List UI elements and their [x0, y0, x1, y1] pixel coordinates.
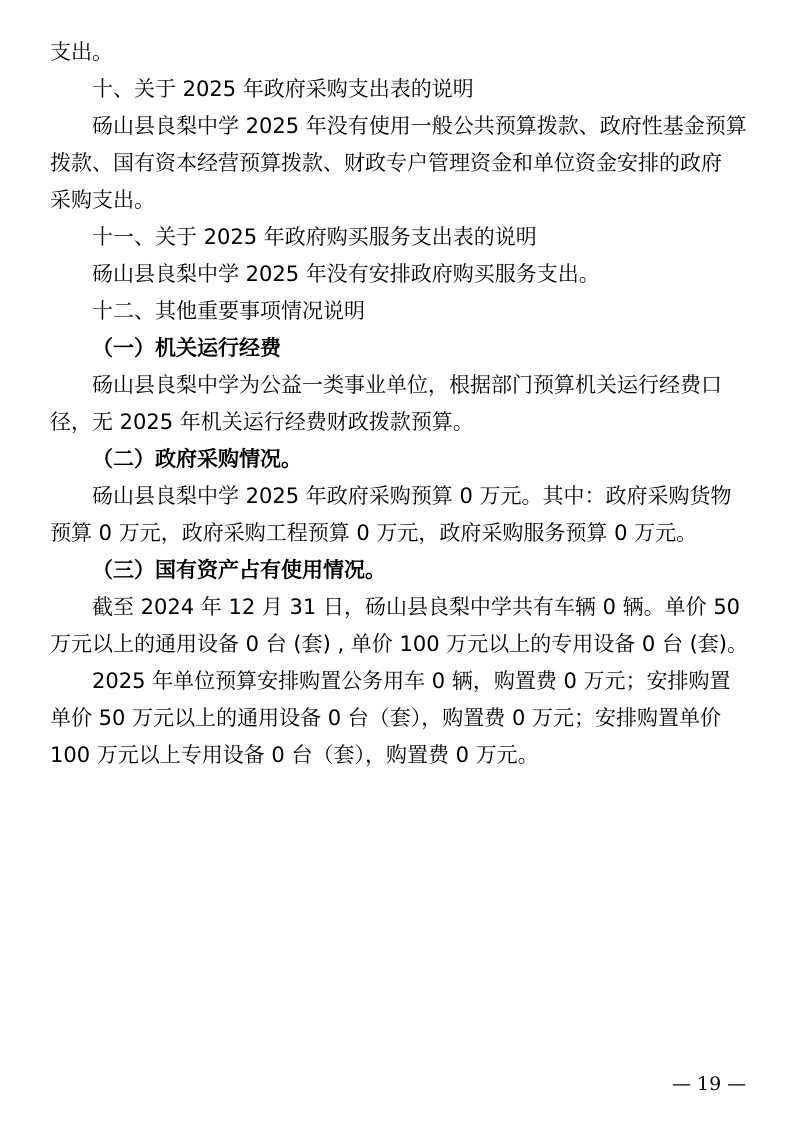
text-line: 预算 0 万元，政府采购工程预算 0 万元，政府采购服务预算 0 万元。	[50, 521, 698, 545]
section-heading-10: 十、关于 2025 年政府采购支出表的说明	[92, 77, 474, 101]
text-line: 支出。	[50, 40, 113, 64]
subheading-3: （三）国有资产占有使用情况。	[92, 558, 386, 582]
subheading-2: （二）政府采购情况。	[92, 447, 302, 471]
text-line: 拨款、国有资本经营预算拨款、财政专户管理资金和单位资金安排的政府	[50, 151, 722, 175]
text-line: 采购支出。	[50, 188, 155, 212]
section-heading-11: 十一、关于 2025 年政府购买服务支出表的说明	[92, 225, 537, 249]
text-line: 万元以上的通用设备 0 台 (套) , 单价 100 万元以上的专用设备 0 台 (套)。	[50, 632, 749, 656]
subheading-1: （一）机关运行经费	[92, 336, 281, 360]
text-line: 砀山县良梨中学 2025 年没有使用一般公共预算拨款、政府性基金预算	[92, 114, 747, 138]
text-line: 单价 50 万元以上的通用设备 0 台（套），购置费 0 万元；安排购置单价	[50, 706, 721, 730]
text-line: 2025 年单位预算安排购置公务用车 0 辆，购置费 0 万元；安排购置	[92, 669, 731, 693]
text-line: 径，无 2025 年机关运行经费财政拨款预算。	[50, 410, 474, 434]
text-line: 砀山县良梨中学 2025 年没有安排政府购买服务支出。	[92, 262, 600, 286]
page-number: — 19 —	[672, 1073, 747, 1095]
text-line: 截至 2024 年 12 月 31 日，砀山县良梨中学共有车辆 0 辆。单价 50	[92, 595, 741, 619]
document-body	[50, 34, 749, 774]
text-line: 100 万元以上专用设备 0 台（套），购置费 0 万元。	[50, 743, 539, 767]
text-line: 砀山县良梨中学 2025 年政府采购预算 0 万元。其中：政府采购货物	[92, 484, 732, 508]
text-line: 砀山县良梨中学为公益一类事业单位，根据部门预算机关运行经费口	[92, 373, 722, 397]
section-heading-12: 十二、其他重要事项情况说明	[92, 299, 365, 323]
